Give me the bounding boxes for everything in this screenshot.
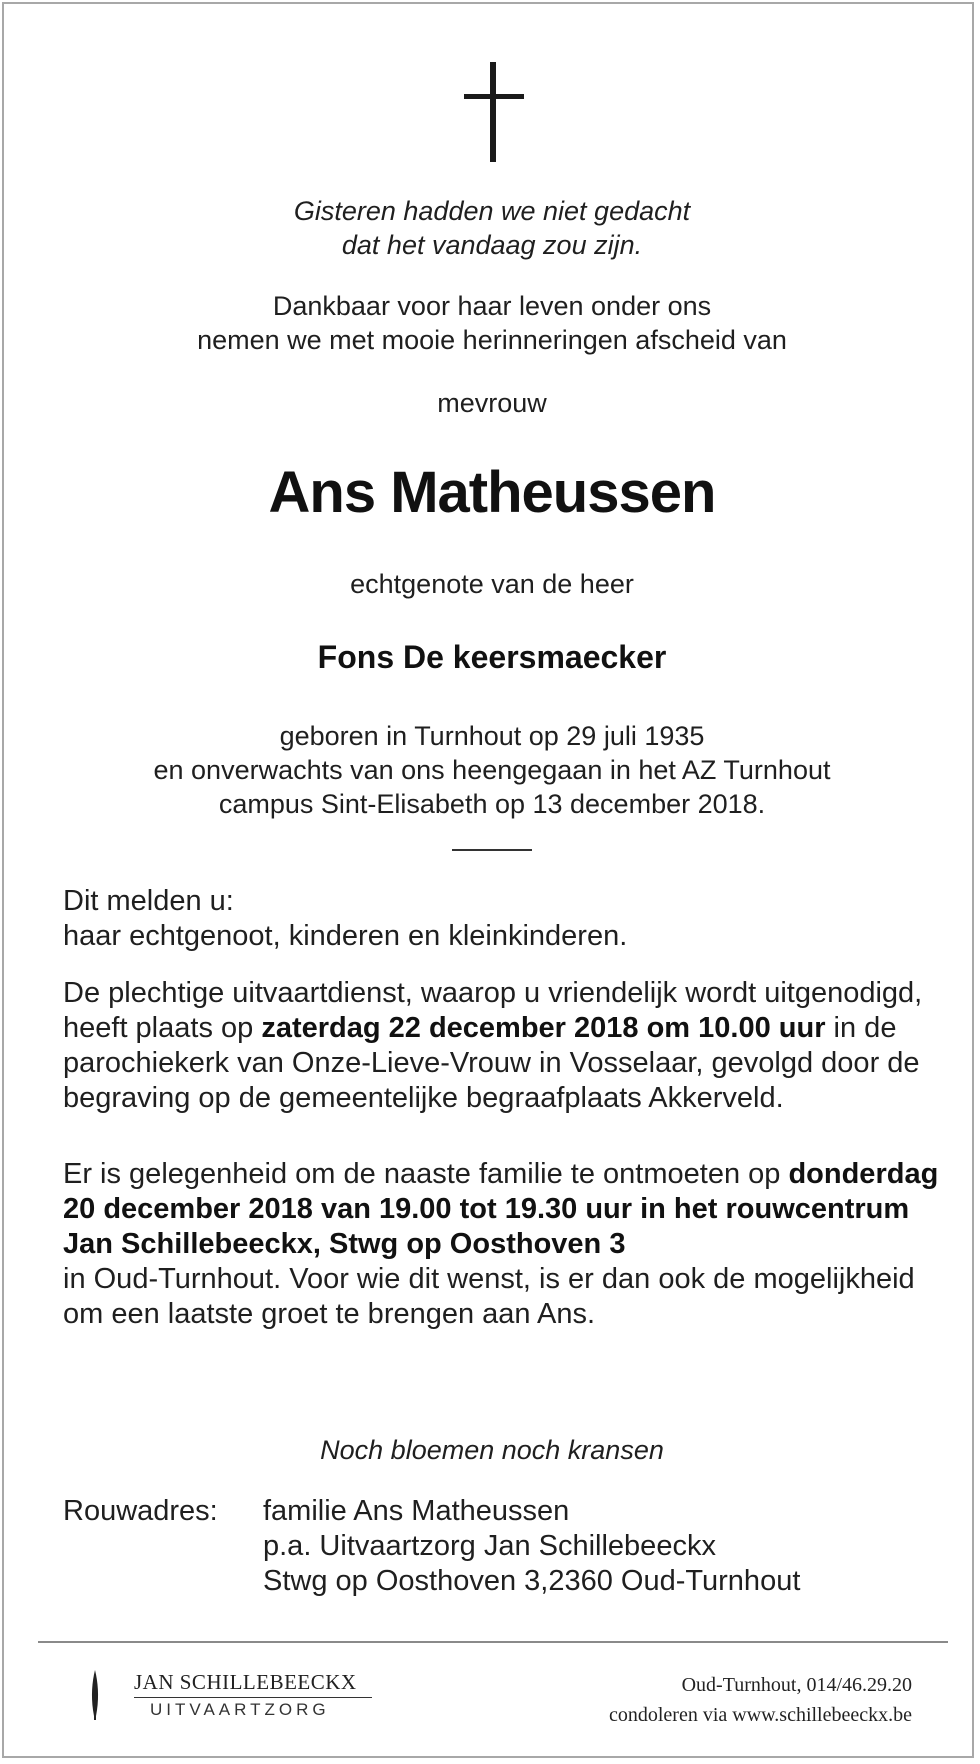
funeral-home-logo (64, 1664, 384, 1724)
footer-divider (38, 1641, 948, 1643)
service-datetime: zaterdag 22 december 2018 om 10.00 uur (261, 1012, 826, 1044)
announcement (63, 884, 943, 954)
title-prefix: mevrouw (437, 388, 547, 418)
address-line-3: Stwg op Oosthoven 3,2360 Oud-Turnhout (263, 1565, 801, 1597)
address-line-2: p.a. Uitvaartzorg Jan Schillebeeckx (263, 1530, 716, 1562)
visitation-text-1: Er is gelegenheid om de naaste familie te ontmoeten op (63, 1158, 789, 1190)
life-line-2: en onverwachts van ons heengegaan in het AZ Turnhout (153, 755, 831, 785)
flowers-note: Noch bloemen noch kransen (320, 1435, 664, 1465)
logo-name: JAN SCHILLEBEECKX (134, 1670, 357, 1694)
visitation-text-2: in Oud-Turnhout. Voor wie dit wenst, is er dan ook de mogelijkheid om een laatste groet te brengen aan Ans. (63, 1263, 915, 1330)
service-text-2: in de parochiekerk van Onze-Lieve-Vrouw in Vosselaar, gevolgd door de begraving op de gemeentelijke begraafplaats Akkerveld. (63, 1012, 920, 1114)
contact-phone: Oud-Turnhout, 014/46.29.20 (681, 1674, 912, 1696)
verse-line-1: Gisteren hadden we niet gedacht (293, 196, 691, 226)
contact-website: condoleren via www.schillebeeckx.be (608, 1704, 912, 1726)
address-line-1: familie Ans Matheussen (263, 1495, 570, 1527)
death-notice-card (2, 2, 974, 1758)
address-label: Rouwadres: (63, 1495, 218, 1527)
logo-subtitle: UITVAARTZORG (150, 1700, 330, 1719)
visitation-datetime: donderdag 20 december 2018 van 19.00 tot 19.30 uur in het rouwcentrum Jan Schillebeeckx, Stwg op Oosthoven 3 (63, 1158, 939, 1260)
life-line-1: geboren in Turnhout op 29 juli 1935 (279, 721, 705, 751)
intro-line-1: Dankbaar voor haar leven onder ons (272, 291, 712, 321)
cypress-tree-icon (88, 1670, 102, 1720)
relation-text: echtgenote van de heer (350, 569, 634, 599)
visitation-paragraph (63, 1157, 943, 1332)
service-paragraph (63, 976, 943, 1116)
divider (452, 849, 532, 851)
life-line-3: campus Sint-Elisabeth op 13 december 2018. (218, 789, 766, 819)
announcement-line-2: haar echtgenoot, kinderen en kleinkinderen. (63, 920, 628, 952)
announcement-line-1: Dit melden u: (63, 885, 234, 917)
spouse-name: Fons De keersmaecker (317, 639, 667, 675)
verse-line-2: dat het vandaag zou zijn. (341, 230, 643, 260)
footer-contact (609, 1670, 912, 1730)
cross-icon (464, 62, 524, 164)
deceased-name: Ans Matheussen (268, 460, 716, 525)
service-text-1: De plechtige uitvaartdienst, waarop u vriendelijk wordt uitgenodigd, heeft plaats op (63, 977, 923, 1044)
intro-line-2: nemen we met mooie herinneringen afscheid van (197, 325, 787, 355)
logo-underline (134, 1697, 372, 1698)
